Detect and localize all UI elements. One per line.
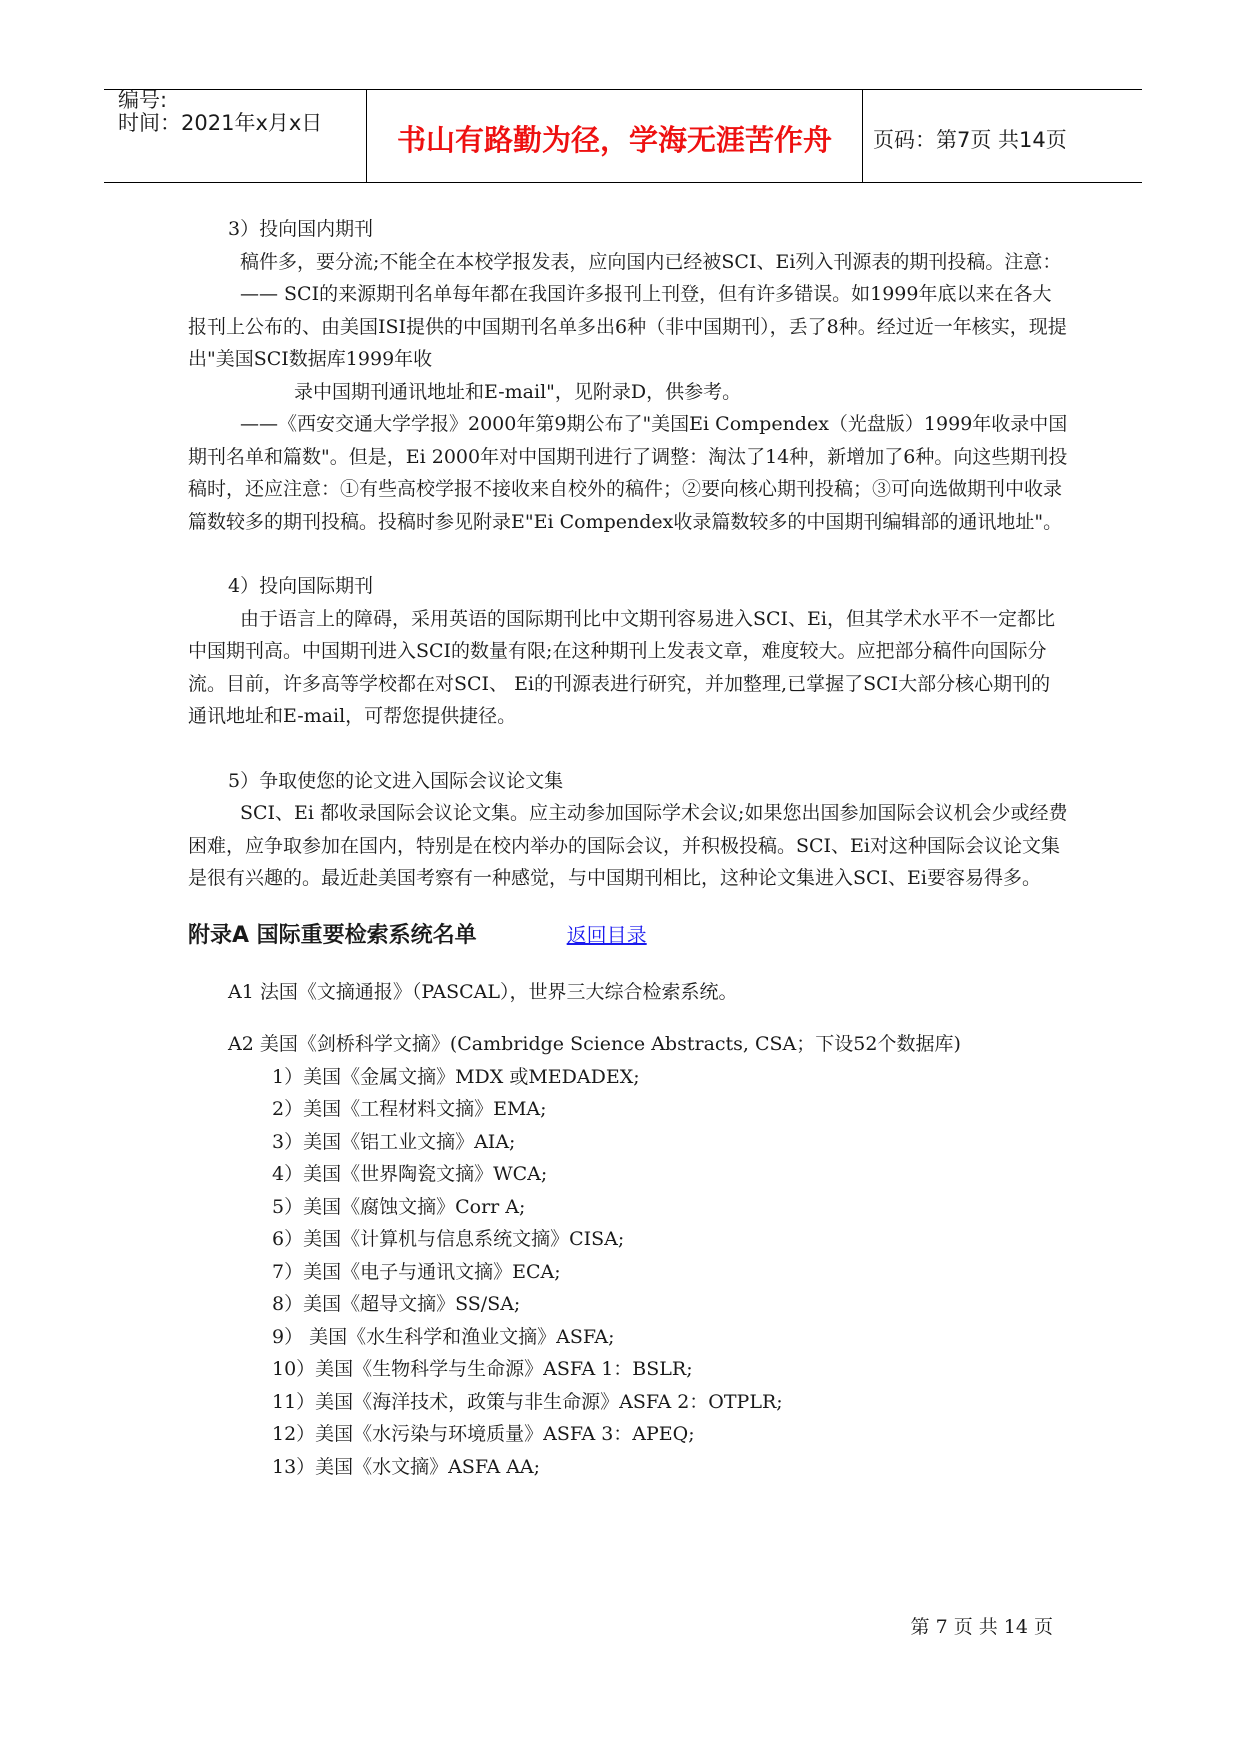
spacer [188,895,1068,915]
list-item: 3）美国《铝工业文摘》AIA; [272,1130,516,1153]
header-info-cell [104,90,367,182]
appendix-entry-a1: A1 法国《文摘通报》（PASCAL），世界三大综合检索系统。 [228,980,738,1003]
document-time-label: 时间：2021年x月x日 [118,111,323,135]
paragraph: 由于语言上的障碍，采用英语的国际期刊比中文期刊容易进入SCI、Ei，但其学术水平不一定都比中国期刊高。中国期刊进入SCI的数量有限;在这种期刊上发表文章，难度较大。应把部分稿件向国际分流。目前，许多高等学校都在对SCI、 Ei的刊源表进行研究，并加整理,已掌握了SCI大部分核心期刊的通讯地址和E-mail，可帮您提供捷径。 [188,607,1056,727]
section-heading-conference-proceedings: 5）争取使您的论文进入国际会议论文集 [228,769,564,792]
appendix-title-text: 附录A 国际重要检索系统名单 [188,922,477,948]
paragraph: 录中国期刊通讯地址和E-mail"，见附录D，供参考。 [294,380,742,403]
paragraph: ——《西安交通大学学报》2000年第9期公布了"美国Ei Compendex（光盘版）1999年收录中国期刊名单和篇数"。但是，Ei 2000年对中国期刊进行了调整：淘汰了14种，新增加了6种。向这些期刊投稿时，还应注意：①有些高校学报不接收来自校外的稿件；②要向核心期刊投稿；③可向选做期刊中收录篇数较多的期刊投稿。投稿时参见附录E"Ei Compendex收录篇数较多的中国期刊编辑部的通讯地址"。 [188,413,1068,533]
document-number-label: 编号: [118,88,168,112]
spacer [188,733,1068,765]
section-heading-domestic-journals: 3）投向国内期刊 [228,218,374,240]
appendix-title [188,915,1068,956]
spacer [188,538,1068,570]
list-item: 7）美国《电子与通讯文摘》ECA; [272,1260,561,1283]
header-motto: 书山有路勤为径，学海无涯苦作舟 [396,123,832,157]
paragraph: SCI、Ei 都收录国际会议论文集。应主动参加国际学术会议;如果您出国参加国际会议机会少或经费困难，应争取参加在国内，特别是在校内举办的国际会议，并积极投稿。SCI、Ei对这种国际会议论文集是很有兴趣的。最近赴美国考察有一种感觉，与中国期刊相比，这种论文集进入SCI、Ei要容易得多。 [188,802,1068,889]
back-to-toc-link[interactable]: 返回目录 [566,922,647,947]
list-item: 11）美国《海洋技术，政策与非生命源》ASFA 2：OTPLR; [272,1390,783,1413]
list-item: 10）美国《生物科学与生命源》ASFA 1：BSLR; [272,1358,693,1380]
spacer [188,1008,1068,1028]
database-list [188,1061,1068,1484]
list-item: 5）美国《腐蚀文摘》Corr A; [272,1195,526,1218]
list-item: 12）美国《水污染与环境质量》ASFA 3：APEQ; [272,1423,695,1445]
page-header [104,89,1142,183]
header-motto-cell [367,90,863,182]
page-footer: 第 7 页 共 14 页 [910,1616,1053,1638]
header-page-cell [863,90,1142,182]
appendix-entry-a2: A2 美国《剑桥科学文摘》(Cambridge Science Abstracts, CSA；下设52个数据库) [228,1033,961,1055]
list-item: 8）美国《超导文摘》SS/SA; [272,1293,521,1315]
list-item: 2）美国《工程材料文摘》EMA; [272,1098,547,1120]
list-item: 13）美国《水文摘》ASFA AA; [272,1455,541,1478]
header-page-code: 页码：第7页 共14页 [873,128,1067,152]
list-item: 1）美国《金属文摘》MDX 或MEDADEX; [272,1065,640,1088]
list-item: 4）美国《世界陶瓷文摘》WCA; [272,1163,548,1185]
list-item: 6）美国《计算机与信息系统文摘》CISA; [272,1228,625,1250]
spacer [188,956,1068,976]
section-heading-international-journals: 4）投向国际期刊 [228,575,374,597]
paragraph: 稿件多，要分流;不能全在本校学报发表，应向国内已经被SCI、Ei列入刊源表的期刊投稿。注意： [240,250,1062,273]
paragraph: —— SCI的来源期刊名单每年都在我国许多报刊上刊登，但有许多错误。如1999年底以来在各大报刊上公布的、由美国ISI提供的中国期刊名单多出6种（非中国期刊），丢了8种。经过近一年核实，现提出"美国SCI数据库1999年收 [188,283,1067,370]
list-item: 9） 美国《水生科学和渔业文摘》ASFA; [272,1325,615,1348]
document-body [188,213,1068,1483]
